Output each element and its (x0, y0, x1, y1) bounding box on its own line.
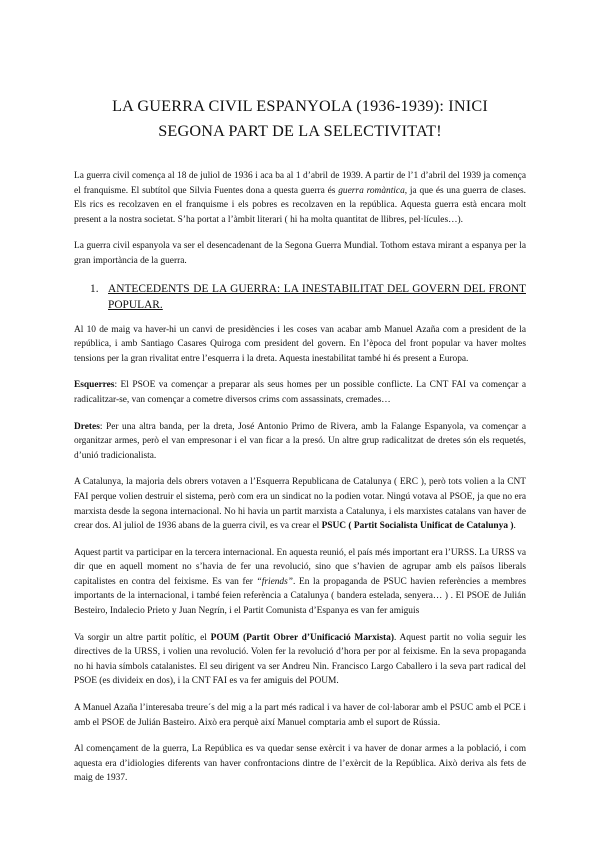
internacional-paragraph (74, 546, 526, 619)
front-popular-paragraph: Al 10 de maig va haver-hi un canvi de presidències i les coses van acabar amb Manuel Azaña com a president de la república, i amb Santiago Casares Quiroga com president del govern. En l’època del front popular va haver moltes tensions per la gran rivalitat entre l’esquerra i la dreta. Aquesta inestabilitat també hi és present a Europa. (74, 324, 526, 364)
internacional-text-c: . En la propaganda de PSUC havien referències a membres importants de la internacional, i també feien referència a Catalunya ( bandera estelada, senyera… ) . El PSOE de Julián Besteiro, Indalecio Prieto y Juan Negrín, i el Partit Comunista d’Espanya es van fer amiguis (74, 576, 526, 617)
esquerres-paragraph (74, 378, 526, 407)
internacional-text-a: Aquest partit va participar en la tercera internacional. En aquesta reunió, el país més important era l’URSS. La URSS va dir que en aquell moment no s’havia de fer una revolució, sino que s’havien de agrupar amb els països liberals capitalistes en contra del feixisme. Es van fer (74, 547, 526, 587)
friends-italic: “friends” (256, 576, 293, 587)
poum-text-c: . Aquest partit no volia seguir les directives de la URSS, i volien una revolució. Volen fer la revolució d’hora per por al feixisme. En la seva propaganda no hi havia símbols catalanistes. El seu dirigent va ser Andreu Nin. Francisco Largo Caballero i la seva part radical del PSOE (es divideix en dos), i la CNT FAI es va fer amiguis del POUM. (74, 632, 526, 687)
section-title: ANTECEDENTS DE LA GUERRA: LA INESTABILITAT DEL GOVERN DEL FRONT POPULAR. (108, 282, 526, 311)
poum-text-a: Va sorgir un altre partit polític, el (74, 632, 211, 643)
dretes-text: : Per una altra banda, per la dreta, José Antonio Primo de Rivera, amb la Falange Espanyola, va començar a organitzar armes, però el van empresonar i el van ficar a la presó. Un altre grup radicalitzat de dretes són els requetés, d’unió tradicionalista. (74, 421, 526, 461)
dretes-label: Dretes (74, 421, 100, 432)
psuc-bold: PSUC ( Partit Socialista Unificat de Catalunya ) (321, 521, 514, 532)
poum-bold: POUM (Partit Obrer d’Unificació Marxista) (210, 632, 394, 643)
section-heading (74, 281, 526, 313)
catalunya-paragraph (74, 475, 526, 533)
dretes-paragraph (74, 420, 526, 464)
poum-paragraph (74, 631, 526, 689)
section-number: 1. (90, 282, 99, 295)
catalunya-text-c: . (513, 521, 516, 532)
page-title (74, 94, 526, 144)
republica-paragraph: Al començament de la guerra, La República es va quedar sense exèrcit i va haver de donar armes a la població, i com aquesta era d’idiologies diferents van haver confrontacions dintre de l’exèrcit de la República. Això deriva als fets de maig de 1937. (74, 744, 526, 784)
esquerres-text: : El PSOE va començar a preparar als seus homes per un possible conflicte. La CNT FAI va començar a radicalitzar-se, van començar a cometre diversos crims com assassinats, cremades… (74, 380, 526, 405)
intro-emphasis: guerra romàntica (338, 185, 405, 196)
intro-paragraph (74, 169, 526, 227)
azana-paragraph: A Manuel Azaña l’interesaba treure´s del mig a la part més radical i va haver de col·laborar amb el PSUC amb el PCE i amb el PSOE de Julián Basteiro. Això era perquè així Manuel comptaria amb el suport de Rússia. (74, 703, 526, 728)
title-line-1: LA GUERRA CIVIL ESPANYOLA (1936-1939): INICI (112, 97, 488, 115)
intro-text-c: , ja que és una guerra de clases. Els rics es recolzaven en el franquisme i els pobres es recolzaven en la república. Aquesta guerra està encara molt present a la nostra societat. S’ha portat a l’àmbit literari ( hi ha molta quantitat de llibres, pel·lícules…). (74, 185, 527, 225)
title-line-2: SEGONA PART DE LA SELECTIVITAT! (158, 122, 442, 140)
catalunya-text-a: A Catalunya, la majoria dels obrers votaven a l’Esquerra Republicana de Catalunya ( ERC ), però tots volien a la CNT FAI perque volien destruir el sistema, però com era un sindicat no la podien votar. Ningú votava al PSOE, ja que no era marxista desde la segona internacional. No hi havia un partit marxista a Catalunya, i els marxistes catalans van haver de crear dos. Al juliol de 1936 abans de la guerra civil, es va crear el (74, 477, 526, 532)
esquerres-label: Esquerres (74, 380, 115, 391)
intro-text-a: La guerra civil comença al 18 de juliol de 1936 i aca ba al 1 d’abril de 1939. A partir de l’1 d’abril del 1939 ja comença el franquisme. El subtítol que Silvia Fuentes dona a questa guerra és (74, 171, 526, 196)
second-paragraph: La guerra civil espanyola va ser el desencadenant de la Segona Guerra Mundial. Tothom estava mirant a espanya per la gran importància de la guerra. (74, 241, 526, 266)
